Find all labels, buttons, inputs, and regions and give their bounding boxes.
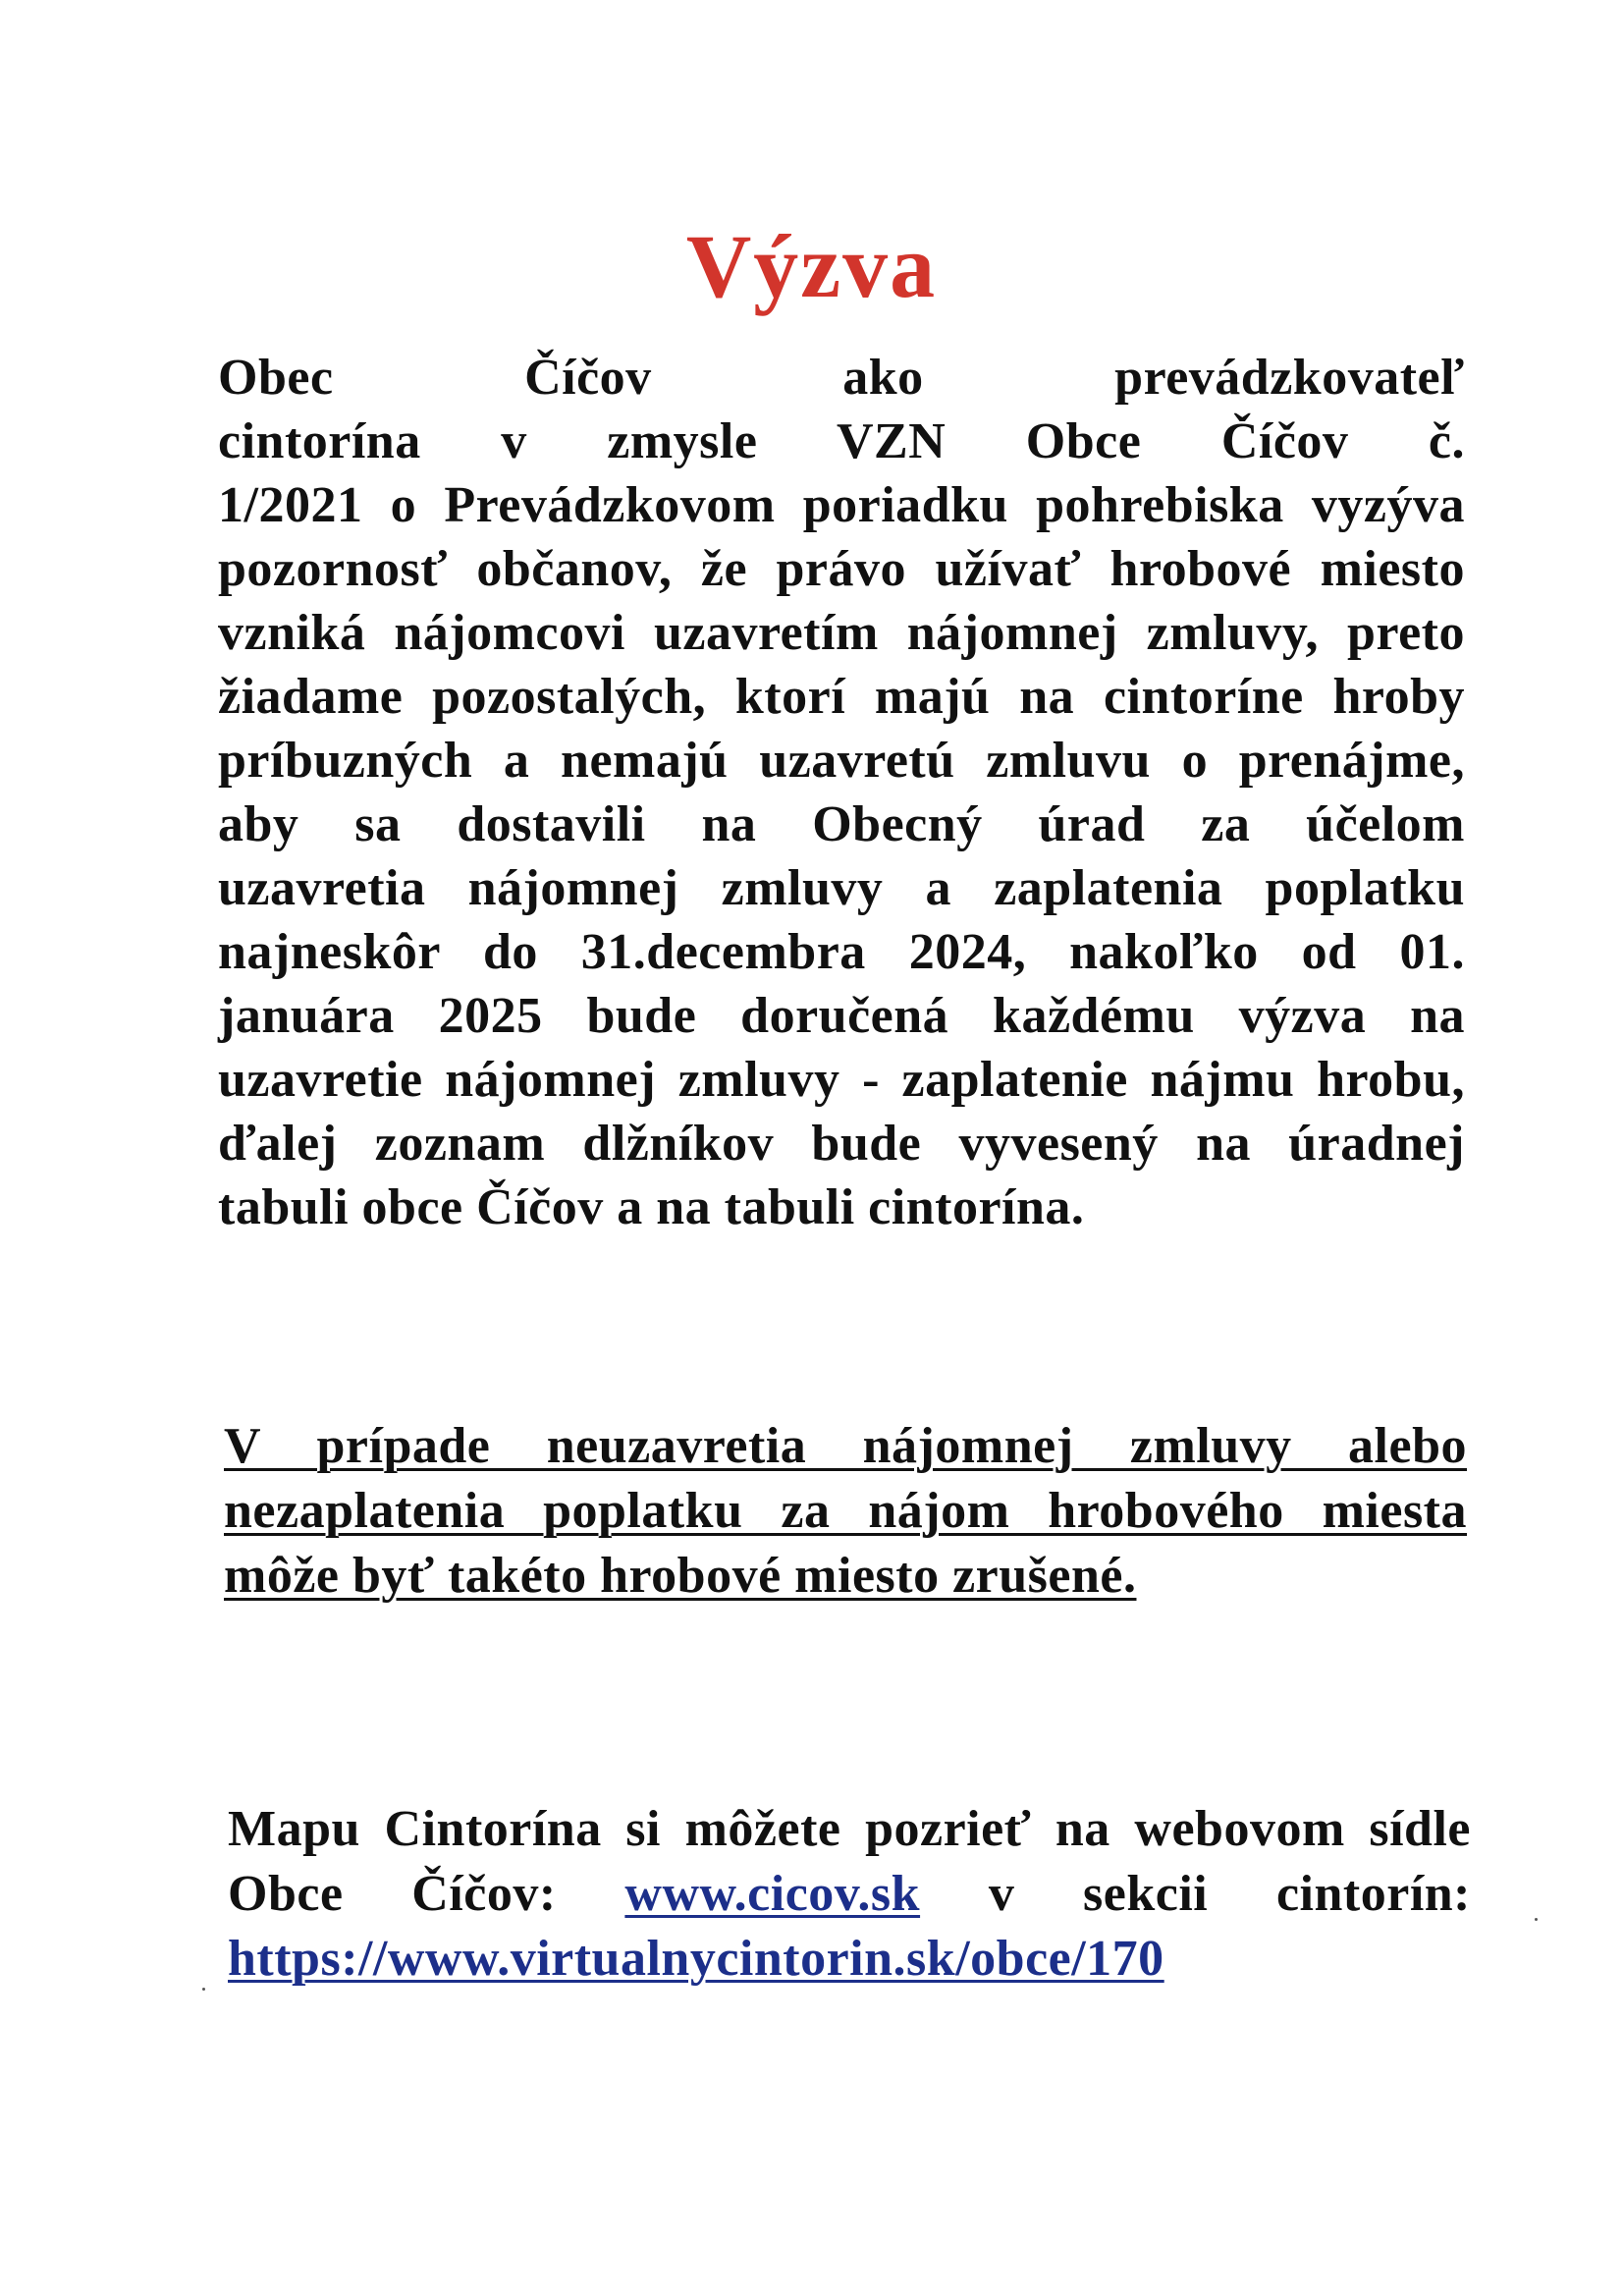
warning-line: V prípade neuzavretia nájomnej zmluvy alebo <box>224 1418 1467 1474</box>
body-line: vzniká nájomcovi uzavretím nájomnej zmluvy, preto <box>218 605 1465 661</box>
website-link[interactable]: www.cicov.sk <box>624 1866 921 1922</box>
warning-line: môže byť takéto hrobové miesto zrušené. <box>224 1548 1137 1604</box>
body-line: aby sa dostavili na Obecný úrad za účelom <box>218 796 1465 852</box>
body-line: žiadame pozostalých, ktorí majú na cintoríne hroby <box>218 669 1465 725</box>
notice-body <box>218 346 1465 1239</box>
body-line: 1/2021 o Prevádzkovom poriadku pohrebiska vyzýva <box>218 477 1465 533</box>
body-line: ďalej zoznam dlžníkov bude vyvesený na úradnej <box>218 1116 1465 1172</box>
map-info <box>228 1797 1471 1992</box>
document-title: Výzva <box>685 216 938 316</box>
map-info-suffix: v sekcii cintorín: <box>988 1866 1472 1922</box>
cemetery-map-link[interactable]: https://www.virtualnycintorin.sk/obce/170 <box>228 1931 1164 1987</box>
body-line: januára 2025 bude doručená každému výzva na <box>218 988 1465 1044</box>
body-line: Obec Číčov ako prevádzkovateľ <box>218 350 1465 406</box>
body-line: uzavretie nájomnej zmluvy - zaplatenie nájmu hrobu, <box>218 1052 1465 1108</box>
body-line: tabuli obce Číčov a na tabuli cintorína. <box>218 1179 1085 1235</box>
scan-speck <box>1535 1918 1538 1921</box>
map-info-prefix: Obce Číčov: <box>228 1866 557 1922</box>
body-line: príbuzných a nemajú uzavretú zmluvu o prenájme, <box>218 733 1465 789</box>
warning-notice <box>224 1414 1467 1609</box>
body-line: pozornosť občanov, že právo užívať hrobové miesto <box>218 541 1465 597</box>
map-info-line-3 <box>228 1927 1471 1992</box>
body-line: najneskôr do 31.decembra 2024, nakoľko od 01. <box>218 924 1465 980</box>
map-info-line: Mapu Cintorína si môžete pozrieť na webovom sídle <box>228 1801 1471 1857</box>
body-line: uzavretia nájomnej zmluvy a zaplatenia poplatku <box>218 860 1465 916</box>
map-info-line-2 <box>228 1862 1471 1927</box>
body-line: cintorína v zmysle VZN Obce Číčov č. <box>218 413 1465 469</box>
scan-speck <box>202 1988 205 1991</box>
warning-line: nezaplatenia poplatku za nájom hrobového miesta <box>224 1483 1467 1539</box>
